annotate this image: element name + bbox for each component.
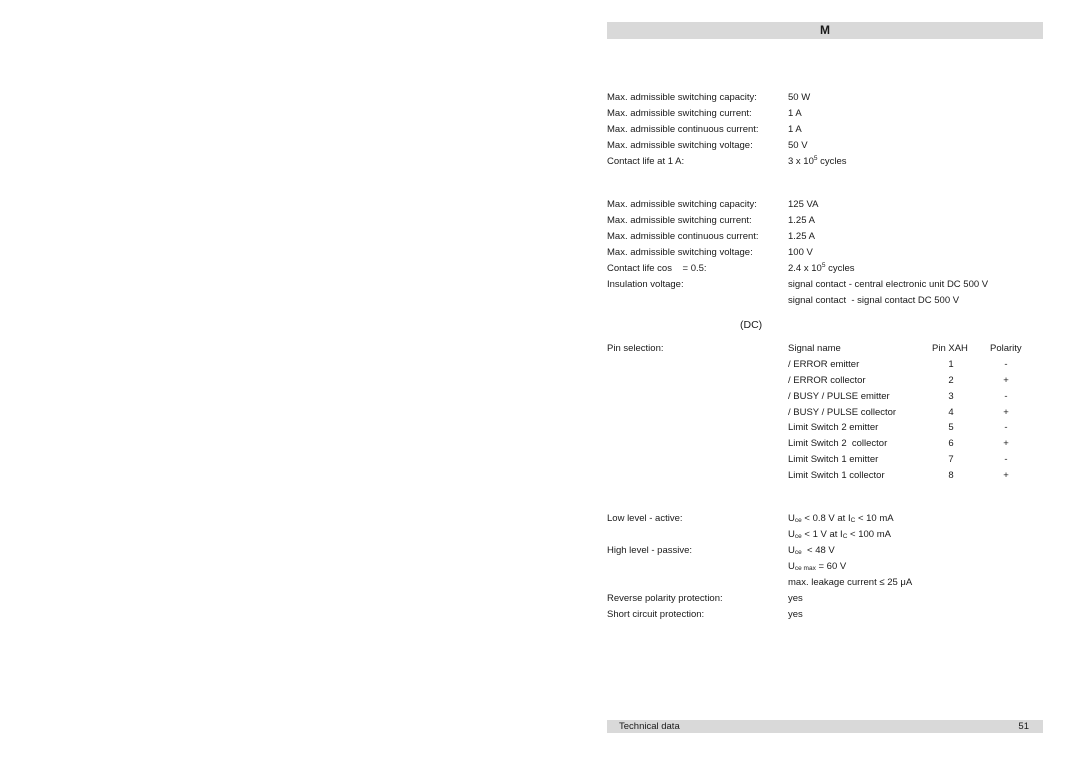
section-header-bar	[607, 22, 1043, 39]
spec-value: 125 VA	[788, 199, 819, 210]
pin-number: 4	[948, 407, 954, 418]
column-header-polarity: Polarity	[990, 343, 1022, 354]
low-level-value: $U_{ce} < 0.8$ V at $I_C < 10$ mA	[788, 513, 894, 524]
pin-number: 6	[948, 438, 954, 449]
spec-value: 1 A	[788, 124, 802, 135]
low-level-label: Low level - active:	[607, 513, 683, 524]
insulation-label: Insulation voltage:	[607, 279, 684, 290]
low-level-value: $U_{ce} < 1$ V at $I_C < 100$ mA	[788, 529, 891, 540]
pin-signal: / ERROR collector	[788, 375, 866, 386]
pin-polarity: +	[1003, 470, 1009, 481]
column-header-signal: Signal name	[788, 343, 841, 354]
pin-signal: Limit Switch 2 collector	[788, 438, 888, 449]
footer-bar	[607, 720, 1043, 733]
pin-number: 8	[948, 470, 954, 481]
high-level-value: $U_{ce} < 48$ V	[788, 545, 835, 556]
pin-polarity: +	[1003, 438, 1009, 449]
spec-value: 50 V	[788, 140, 808, 151]
pin-signal: / BUSY / PULSE emitter	[788, 391, 890, 402]
dc-heading: (DC)	[740, 319, 763, 331]
spec-value: 50 W	[788, 92, 811, 103]
spec-label: Max. admissible switching current:	[607, 215, 752, 226]
pin-signal: Limit Switch 1 collector	[788, 470, 885, 481]
insulation-value: signal contact - signal contact DC 500 V	[788, 295, 960, 306]
pin-signal: Limit Switch 1 emitter	[788, 454, 879, 465]
spec-label: Max. admissible switching voltage:	[607, 247, 753, 258]
pin-polarity: +	[1003, 407, 1009, 418]
high-level-label: High level - passive:	[607, 545, 693, 556]
pin-number: 2	[948, 375, 954, 386]
contact-life-value: 3 x $10^5$ cycles	[788, 155, 847, 167]
pin-signal: / ERROR emitter	[788, 359, 860, 370]
contact-life-value: 2.4 x $10^5$ cycles	[788, 262, 855, 274]
spec-value: 1.25 A	[788, 231, 815, 242]
protection-label: Short circuit protection:	[607, 609, 705, 620]
contact-life-label: Contact life cos = 0.5:	[607, 263, 707, 274]
pin-number: 3	[948, 391, 954, 402]
pin-polarity: -	[1004, 391, 1008, 402]
pin-signal: / BUSY / PULSE collector	[788, 407, 897, 418]
protection-value: yes	[788, 609, 803, 620]
spec-label: Max. admissible switching capacity:	[607, 199, 757, 210]
pin-number: 7	[948, 454, 954, 465]
pin-number: 1	[948, 359, 954, 370]
high-level-value: $U_{ce max} = 60$ V	[788, 561, 847, 572]
spec-value: 1 A	[788, 108, 802, 119]
leakage-current-value: max. leakage current ≤ 25 μA	[788, 577, 913, 588]
page-number: 51	[1018, 721, 1029, 732]
pin-polarity: +	[1003, 375, 1009, 386]
section-letter: M	[820, 23, 830, 37]
contact-life-label: Contact life at 1 A:	[607, 156, 685, 167]
spec-label: Max. admissible continuous current:	[607, 231, 759, 242]
spec-label: Max. admissible switching voltage:	[607, 140, 753, 151]
spec-value: 100 V	[788, 247, 813, 258]
insulation-value: signal contact - central electronic unit DC 500 V	[788, 279, 989, 290]
footer-title: Technical data	[619, 721, 680, 732]
spec-value: 1.25 A	[788, 215, 815, 226]
pin-selection-label: Pin selection:	[607, 343, 664, 354]
spec-label: Max. admissible switching current:	[607, 108, 752, 119]
spec-label: Max. admissible switching capacity:	[607, 92, 757, 103]
column-header-pin: Pin XAH	[932, 343, 968, 354]
protection-value: yes	[788, 593, 803, 604]
pin-polarity: -	[1004, 422, 1008, 433]
spec-label: Max. admissible continuous current:	[607, 124, 759, 135]
pin-polarity: -	[1004, 454, 1008, 465]
pin-number: 5	[948, 422, 954, 433]
protection-label: Reverse polarity protection:	[607, 593, 723, 604]
pin-signal: Limit Switch 2 emitter	[788, 422, 879, 433]
pin-polarity: -	[1004, 359, 1008, 370]
